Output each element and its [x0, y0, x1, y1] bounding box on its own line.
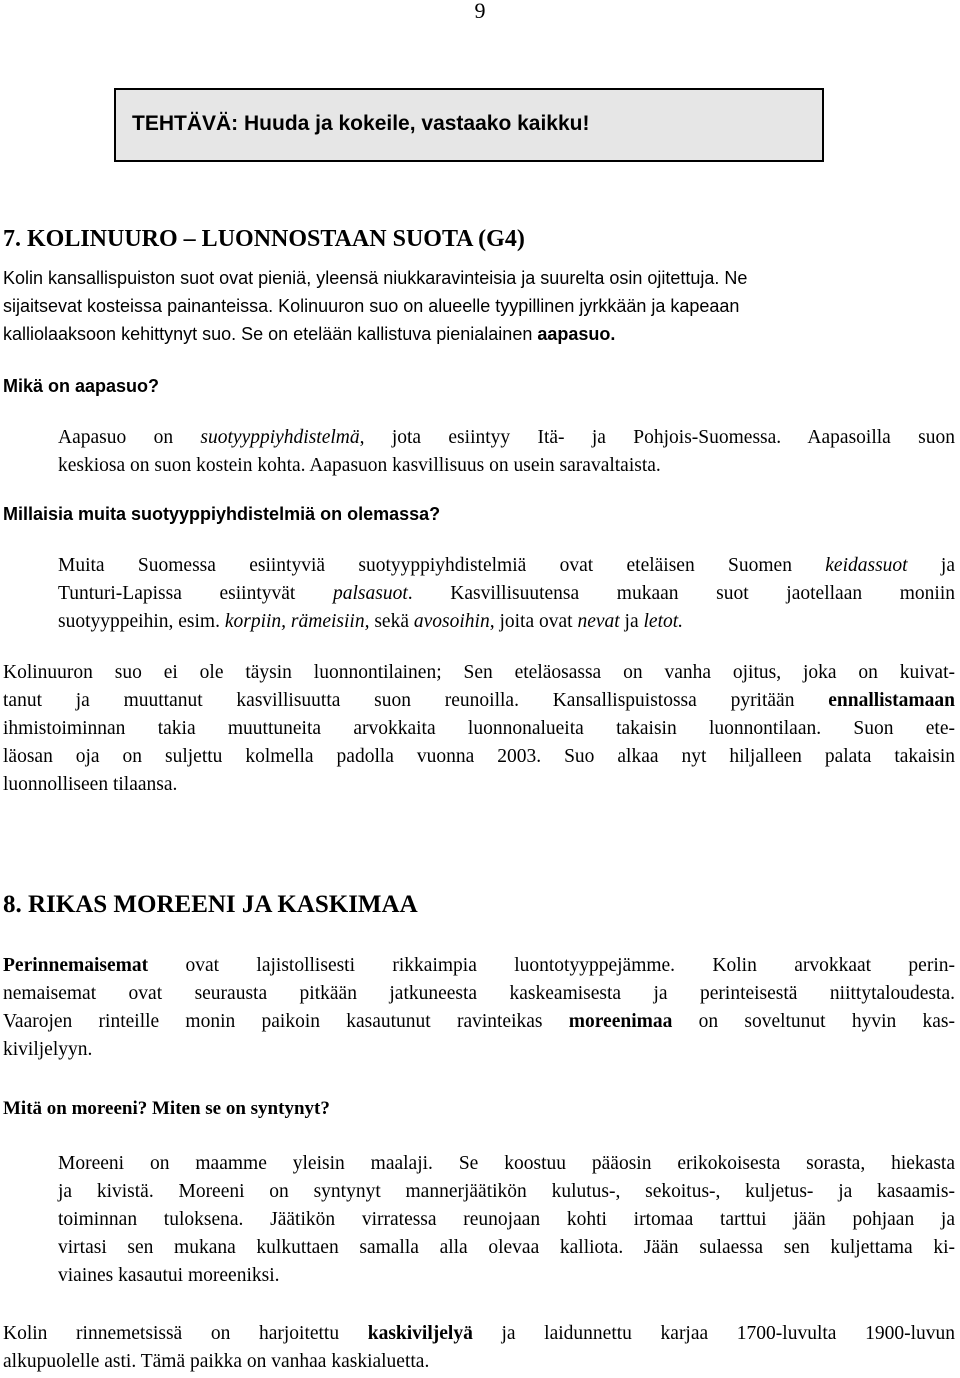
task-box-text: TEHTÄVÄ: Huuda ja kokeile, vastaako kaikku! [132, 112, 590, 135]
answer-line: toiminnan tuloksena. Jäätikön virratessa reunojaan kohti irtomaa tarttui jään pohjaan ja [58, 1209, 955, 1230]
answer-line: Aapasuo on suotyyppiyhdistelmä, jota esiintyy Itä- ja Pohjois-Suomessa. Aapasoilla suon [58, 427, 955, 448]
question-other-types: Millaisia muita suotyyppiyhdistelmiä on olemassa? [3, 504, 441, 524]
paragraph-line: kiviljelyyn. [3, 1039, 93, 1060]
answer-line: ja kivistä. Moreeni on syntynyt mannerjäätikön kulutus-, sekoitus-, kuljetus- ja kasaamis- [58, 1181, 955, 1202]
paragraph-line: tanut ja muuttanut kasvillisuutta suon reunoilla. Kansallispuistossa pyritään ennallistamaan [3, 690, 955, 711]
answer-moreeni [58, 1150, 955, 1290]
answer-line: Tunturi-Lapissa esiintyvät palsasuot. Kasvillisuutensa mukaan suot jaotellaan moniin [58, 583, 955, 604]
intro-line: Kolin kansallispuiston suot ovat pieniä, yleensä niukkaravinteisia ja suurelta osin ojitettuja. Ne [3, 268, 748, 288]
answer-line: keskiosa on suon kostein kohta. Aapasuon kasvillisuus on usein saravaltaista. [58, 455, 661, 476]
task-box [114, 88, 824, 162]
paragraph-line: läosan oja on suljettu kolmella padolla vuonna 2003. Suo alkaa nyt hiljalleen palata takaisin [3, 746, 955, 767]
answer-line: virtasi sen mukana kulkuttaen samalla alla olevaa kalliota. Jään sulaessa sen kuljettama ki- [58, 1237, 955, 1258]
section-8-title: 8. RIKAS MOREENI JA KASKIMAA [3, 891, 418, 918]
answer-line: viaines kasautui moreeniksi. [58, 1265, 280, 1286]
paragraph-line: Kolinuuron suo ei ole täysin luonnontilainen; Sen eteläosassa on vanha ojitus, joka on kuivat- [3, 662, 955, 683]
page-number: 9 [474, 0, 486, 23]
paragraph-line: alkupuolelle asti. Tämä paikka on vanhaa kaskialuetta. [3, 1351, 430, 1372]
paragraph-line: ihmistoiminnan takia muuttuneita arvokkaita luonnonalueita takaisin luonnontilaan. Suon ete- [3, 718, 955, 739]
answer-other-types [58, 552, 955, 636]
paragraph-line: Kolin rinnemetsissä on harjoitettu kaskiviljelyä ja laidunnettu karjaa 1700-luvulta 1900-luvun [3, 1323, 955, 1344]
answer-aapasuo [58, 424, 955, 480]
section-7-paragraph [3, 659, 955, 799]
intro-line: kalliolaaksoon kehittynyt suo. Se on etelään kallistuva pienialainen aapasuo. [3, 324, 616, 344]
paragraph-line: Vaarojen rinteille monin paikoin kasautunut ravinteikas moreenimaa on soveltunut hyvin kas- [3, 1011, 955, 1032]
section-7-intro [3, 264, 958, 348]
answer-line: Muita Suomessa esiintyviä suotyyppiyhdistelmiä ovat eteläisen Suomen keidassuot ja [58, 555, 956, 576]
answer-line: Moreeni on maamme yleisin maalaji. Se koostuu pääosin erikokoisesta sorasta, hiekasta [58, 1153, 955, 1174]
paragraph-line: Perinnemaisemat ovat lajistollisesti rikkaimpia luontotyyppejämme. Kolin arvokkaat perin- [3, 955, 955, 976]
term-aapasuo: aapasuo. [537, 324, 616, 344]
paragraph-line: luonnolliseen tilaansa. [3, 774, 178, 795]
section-8-paragraph-2 [3, 1320, 955, 1376]
section-8-paragraph-1 [3, 952, 955, 1064]
intro-line: sijaitsevat kosteissa painanteissa. Kolinuuron suo on alueelle tyypillinen jyrkkään ja kapeaan [3, 296, 740, 316]
section-7-title: 7. KOLINUURO – LUONNOSTAAN SUOTA (G4) [3, 226, 525, 252]
answer-line: suotyyppeihin, esim. korpiin, rämeisiin, sekä avosoihin, joita ovat nevat ja letot. [58, 611, 684, 632]
question-aapasuo: Mikä on aapasuo? [3, 376, 160, 396]
question-moreeni: Mitä on moreeni? Miten se on syntynyt? [3, 1098, 330, 1119]
paragraph-line: nemaisemat ovat seurausta pitkään jatkuneesta kaskeamisesta ja perinteisestä niittytaloudesta. [3, 983, 955, 1004]
